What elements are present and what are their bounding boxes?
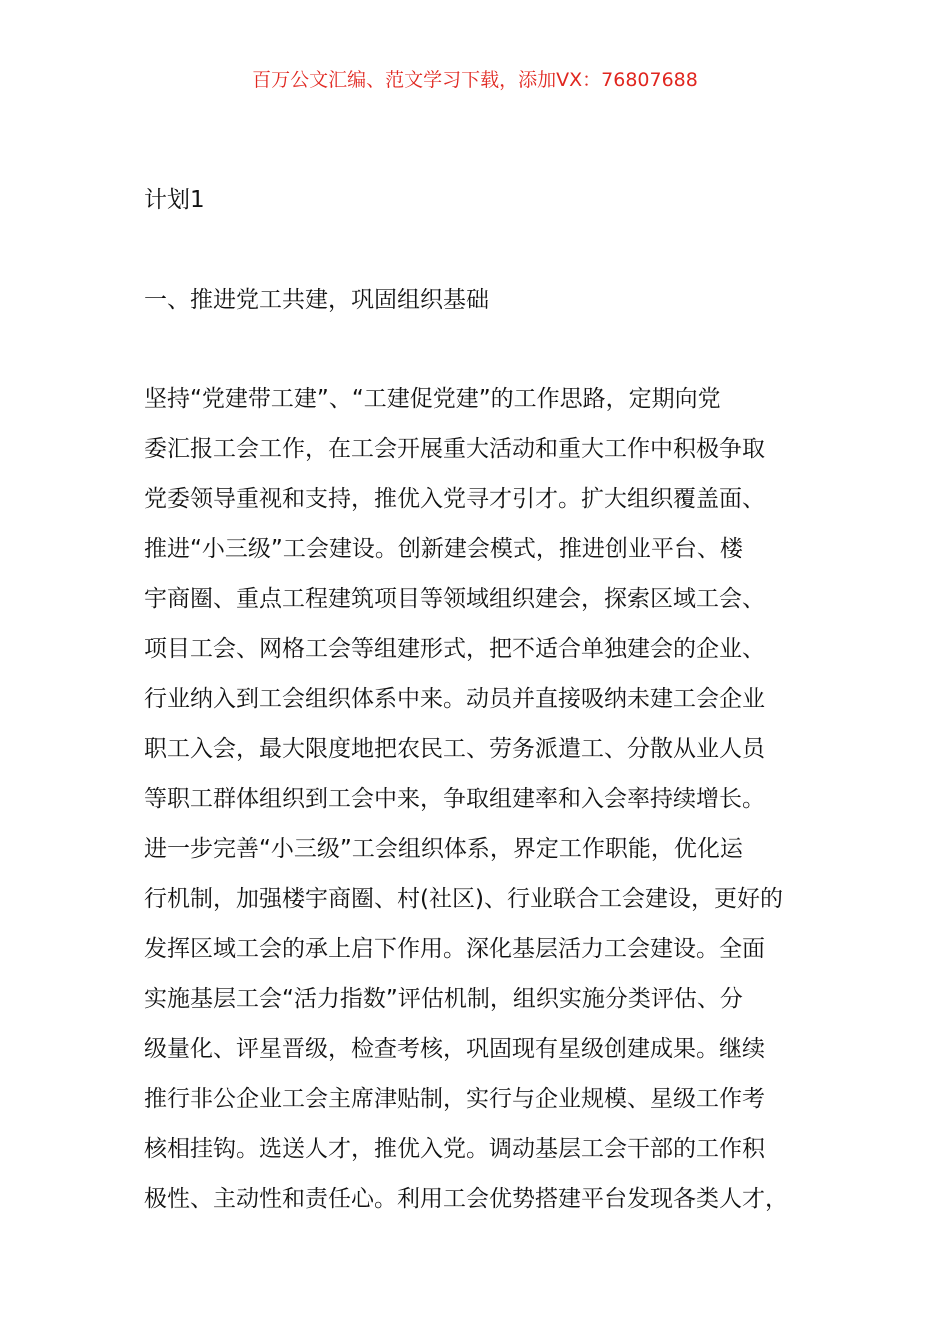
paragraph-line: 项目工会、网格工会等组建形式，把不适合单独建会的企业、 <box>144 636 765 662</box>
body-paragraph <box>144 382 826 1232</box>
paragraph-line: 坚持“党建带工建”、“工建促党建”的工作思路，定期向党 <box>144 386 721 412</box>
paragraph-line: 党委领导重视和支持，推优入党寻才引才。扩大组织覆盖面、 <box>144 486 765 512</box>
paragraph-line: 委汇报工会工作，在工会开展重大活动和重大工作中积极争取 <box>144 436 765 462</box>
header-banner: 百万公文汇编、范文学习下载，添加VX：76807688 <box>252 69 698 91</box>
paragraph-line: 实施基层工会“活力指数”评估机制，组织实施分类评估、分 <box>144 986 743 1012</box>
paragraph-line: 极性、主动性和责任心。利用工会优势搭建平台发现各类人才， <box>144 1186 788 1212</box>
paragraph-line: 行机制，加强楼宇商圈、村(社区)、行业联合工会建设，更好的 <box>144 886 783 912</box>
paragraph-line: 行业纳入到工会组织体系中来。动员并直接吸纳未建工会企业 <box>144 686 765 712</box>
paragraph-line: 发挥区域工会的承上启下作用。深化基层活力工会建设。全面 <box>144 936 765 962</box>
paragraph-line: 职工入会，最大限度地把农民工、劳务派遣工、分散从业人员 <box>144 736 765 762</box>
paragraph-line: 宇商圈、重点工程建筑项目等领域组织建会，探索区域工会、 <box>144 586 765 612</box>
paragraph-line: 推行非公企业工会主席津贴制，实行与企业规模、星级工作考 <box>144 1086 765 1112</box>
paragraph-line: 推进“小三级”工会建设。创新建会模式，推进创业平台、楼 <box>144 536 743 562</box>
paragraph-line: 核相挂钩。选送人才，推优入党。调动基层工会干部的工作积 <box>144 1136 765 1162</box>
section-title: 一、推进党工共建，巩固组织基础 <box>144 287 489 313</box>
paragraph-line: 进一步完善“小三级”工会组织体系，界定工作职能，优化运 <box>144 836 743 862</box>
document-title: 计划1 <box>144 187 205 213</box>
paragraph-line: 级量化、评星晋级，检查考核，巩固现有星级创建成果。继续 <box>144 1036 765 1062</box>
paragraph-line: 等职工群体组织到工会中来，争取组建率和入会率持续增长。 <box>144 786 765 812</box>
